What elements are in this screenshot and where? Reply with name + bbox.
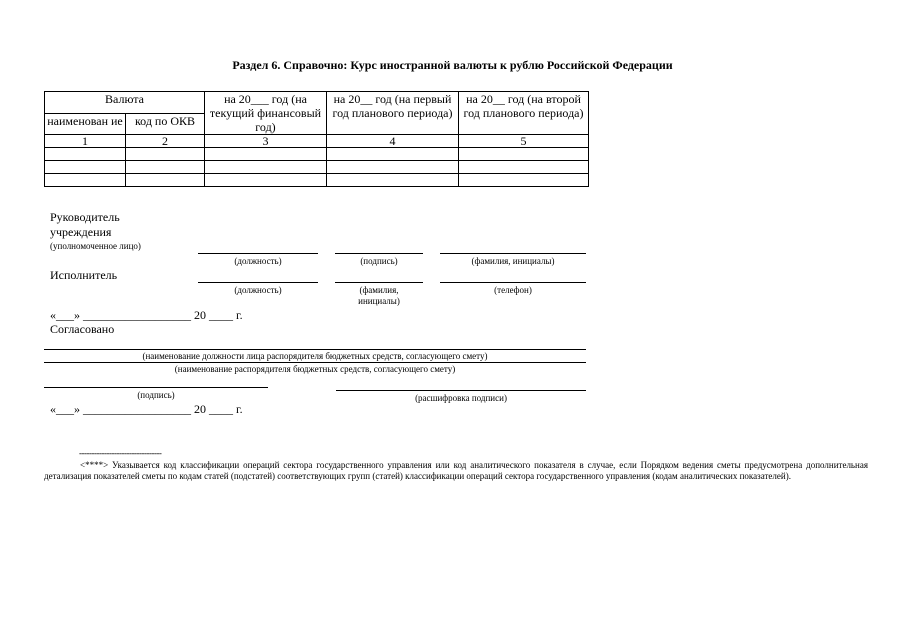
header-okv-code: код по ОКВ — [126, 113, 205, 135]
header-second-plan-year: на 20__ год (на второй год планового периода) — [459, 92, 589, 135]
column-number: 5 — [459, 135, 589, 148]
table-cell[interactable] — [205, 148, 327, 161]
table-cell[interactable] — [45, 148, 126, 161]
executor-label: Исполнитель — [50, 268, 118, 282]
table-cell[interactable] — [126, 148, 205, 161]
table-cell[interactable] — [327, 148, 459, 161]
agreed-position-line[interactable] — [44, 349, 586, 350]
head-signature-caption: (подпись) — [360, 256, 398, 266]
footnote-separator: --------------------------------- — [79, 448, 162, 458]
agreed-label: Согласовано — [50, 322, 115, 336]
agreed-decode-caption: (расшифровка подписи) — [415, 393, 507, 403]
column-number: 1 — [45, 135, 126, 148]
table-cell[interactable] — [205, 174, 327, 187]
header-currency-name: наименован ие — [45, 113, 126, 135]
header-current-year: на 20___ год (на текущий финансовый год) — [205, 92, 327, 135]
date-line-1[interactable]: «___» __________________ 20 ____ г. — [50, 308, 243, 322]
table-row — [45, 174, 589, 187]
column-number: 4 — [327, 135, 459, 148]
head-label: Руководитель — [50, 210, 120, 224]
agreed-org-line[interactable] — [44, 362, 586, 363]
table-cell[interactable] — [205, 161, 327, 174]
section-title: Раздел 6. Справочно: Курс иностранной валюты к рублю Российской Федерации — [232, 58, 673, 72]
table-cell[interactable] — [126, 161, 205, 174]
executor-position-caption: (должность) — [234, 285, 282, 295]
head-name-line[interactable] — [440, 253, 586, 254]
table-cell[interactable] — [45, 161, 126, 174]
agreed-signature-caption: (подпись) — [137, 390, 175, 400]
column-number: 2 — [126, 135, 205, 148]
table-cell[interactable] — [126, 174, 205, 187]
table-header-row — [45, 92, 589, 114]
head-signature-line[interactable] — [335, 253, 423, 254]
table-cell[interactable] — [327, 161, 459, 174]
agreed-decode-line[interactable] — [336, 390, 586, 391]
agreed-signature-line[interactable] — [44, 387, 268, 388]
head-position-caption: (должность) — [234, 256, 282, 266]
footnote-text: <****> Указывается код классификации операций сектора государственного управления или код аналитического показателя в случае, если Порядком ведения сметы предусмотрена дополнительная детализация показателей сметы по кодам статей (подстатей) соответствующих групп (статей) классификации операций сектора государственного управления (кодам аналитических показателей). — [44, 460, 868, 481]
agreed-org-caption: (наименование распорядителя бюджетных средств, согласующего смету) — [174, 364, 456, 374]
currency-rate-table — [44, 91, 589, 187]
executor-name-line[interactable] — [335, 282, 423, 283]
table-cell[interactable] — [459, 161, 589, 174]
column-number: 3 — [205, 135, 327, 148]
header-first-plan-year: на 20__ год (на первый год планового периода) — [327, 92, 459, 135]
executor-phone-caption: (телефон) — [494, 285, 532, 295]
head-label-institution: учреждения — [50, 225, 112, 239]
table-cell[interactable] — [459, 174, 589, 187]
date-line-2[interactable]: «___» __________________ 20 ____ г. — [50, 402, 243, 416]
executor-phone-line[interactable] — [440, 282, 586, 283]
table-row — [45, 148, 589, 161]
header-currency-group: Валюта — [45, 92, 205, 114]
table-number-row — [45, 135, 589, 148]
table-cell[interactable] — [45, 174, 126, 187]
head-position-line[interactable] — [198, 253, 318, 254]
agreed-position-caption: (наименование должности лица распорядителя бюджетных средств, согласующего смету) — [142, 351, 488, 361]
executor-position-line[interactable] — [198, 282, 318, 283]
table-row — [45, 161, 589, 174]
head-label-authorized: (уполномоченное лицо) — [50, 241, 141, 251]
head-name-caption: (фамилия, инициалы) — [471, 256, 555, 266]
table-cell[interactable] — [327, 174, 459, 187]
executor-name-caption: (фамилия, инициалы) — [358, 285, 400, 306]
table-cell[interactable] — [459, 148, 589, 161]
